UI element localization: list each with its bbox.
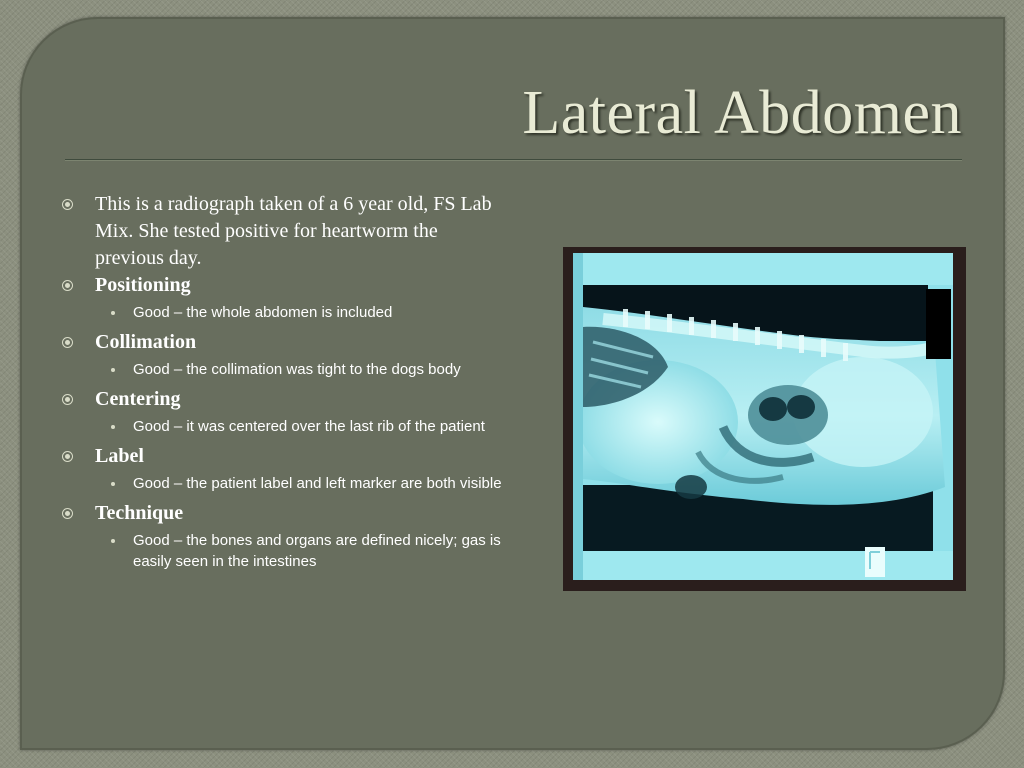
bullet-centering: [62, 386, 502, 413]
dot-bullet-icon: [111, 425, 115, 429]
circle-bullet-icon: [62, 394, 73, 405]
sub-bullet-positioning: [62, 302, 502, 323]
dot-bullet-icon: [111, 311, 115, 315]
heading-technique: Technique: [95, 502, 184, 524]
intro-text: This is a radiograph taken of a 6 year old, FS Lab Mix. She tested positive for heartworm the previous day.: [95, 193, 492, 269]
dot-bullet-icon: [111, 482, 115, 486]
sub-bullet-collimation: [62, 359, 502, 380]
circle-bullet-icon: [62, 508, 73, 519]
heading-label: Label: [95, 445, 144, 467]
radiograph-image: [563, 247, 966, 591]
circle-bullet-icon: [62, 199, 73, 210]
detail-centering: Good – it was centered over the last rib of the patient: [133, 418, 485, 435]
detail-label: Good – the patient label and left marker are both visible: [133, 475, 502, 492]
detail-technique: Good – the bones and organs are defined nicely; gas is easily seen in the intestines: [133, 532, 501, 570]
circle-bullet-icon: [62, 280, 73, 291]
detail-collimation: Good – the collimation was tight to the dogs body: [133, 361, 461, 378]
circle-bullet-icon: [62, 337, 73, 348]
title-divider: [65, 159, 962, 161]
bullet-technique: [62, 500, 502, 527]
sub-bullet-centering: [62, 416, 502, 437]
heading-collimation: Collimation: [95, 331, 197, 353]
detail-positioning: Good – the whole abdomen is included: [133, 304, 393, 321]
circle-bullet-icon: [62, 451, 73, 462]
sub-bullet-technique: [62, 530, 502, 572]
bullet-positioning: [62, 272, 502, 299]
dot-bullet-icon: [111, 368, 115, 372]
heading-centering: Centering: [95, 388, 181, 410]
sub-bullet-label: [62, 473, 502, 494]
slide-title: Lateral Abdomen: [522, 79, 962, 147]
bullet-intro: [62, 191, 502, 272]
bullet-list: [62, 191, 502, 578]
dot-bullet-icon: [111, 539, 115, 543]
heading-positioning: Positioning: [95, 274, 191, 296]
bullet-label: [62, 443, 502, 470]
bullet-collimation: [62, 329, 502, 356]
